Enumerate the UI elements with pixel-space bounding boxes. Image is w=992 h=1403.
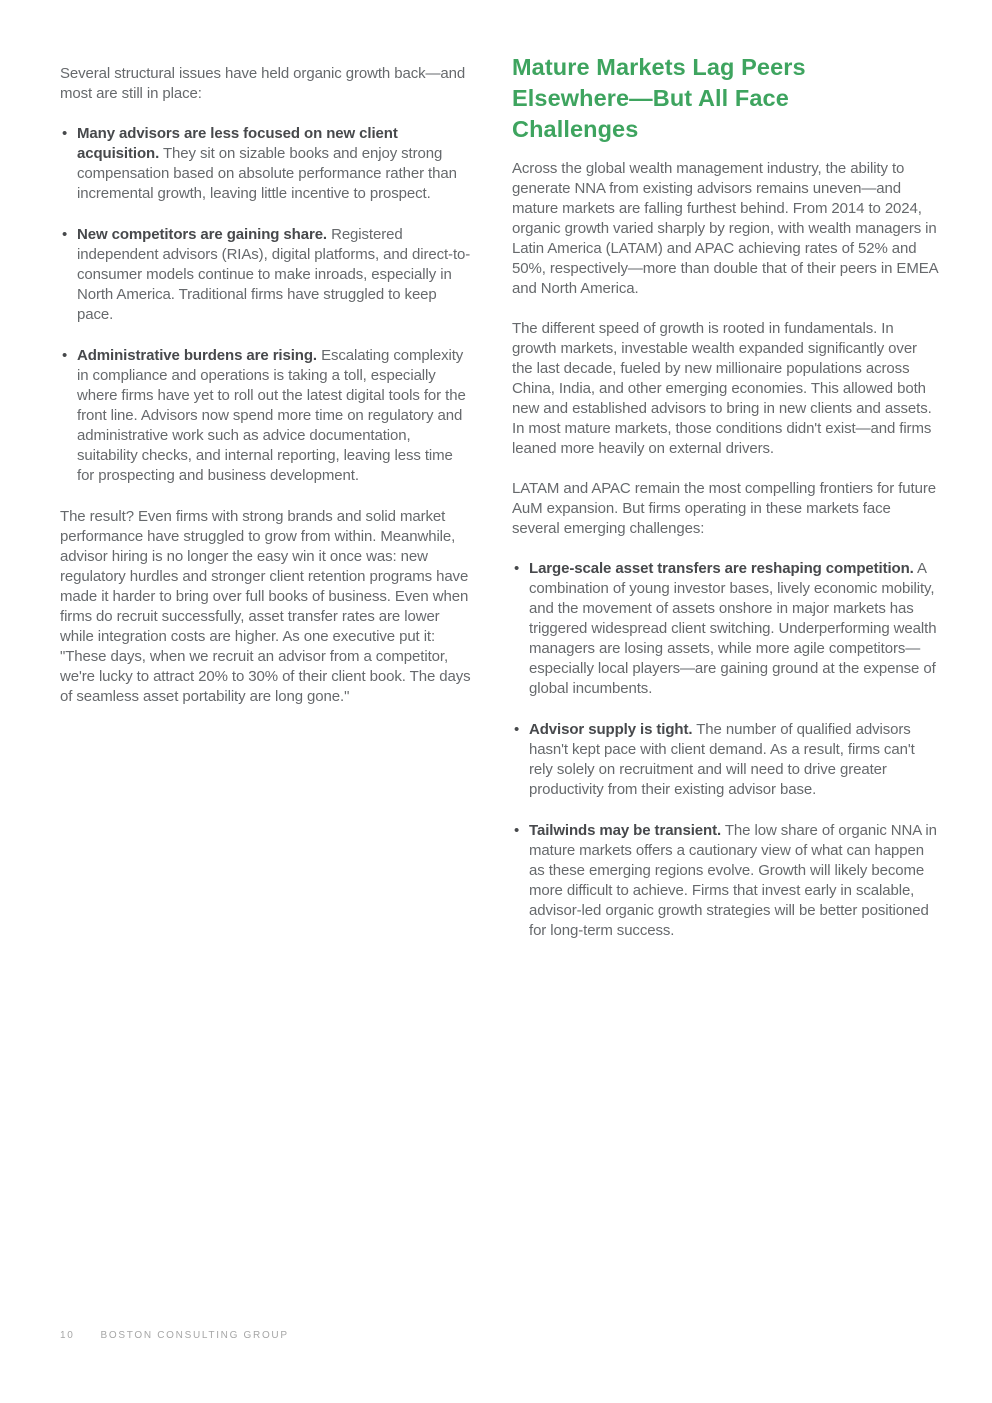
bullet-lead: New competitors are gaining share. — [77, 226, 328, 243]
bullet-text: The number of qualified advisors hasn't kept pace with client demand. As a result, firms can't rely solely on recruitment and will need to drive greater productivity from their existing advisor base. — [529, 721, 915, 798]
bullet-lead: Advisor supply is tight. — [529, 721, 693, 738]
closing-paragraph: The result? Even firms with strong brands and solid market performance have struggled to grow from within. Meanwhile, advisor hiring is no longer the easy win it once was: new regulatory hurdles and stronger client retention programs have made it harder to bring over full books of business. Even when firms do recruit successfully, asset transfer rates are lower while integration costs are higher. As one executive put it: "These days, when we recruit an advisor from a competitor, we're lucky to attract 20% to 30% of their client book. The days of seamless asset portability are long gone." — [60, 508, 471, 705]
bullet-item-admin-burdens — [60, 346, 474, 486]
bullet-text: Escalating complexity in compliance and operations is taking a toll, especially where firms have yet to roll out the latest digital tools for the front line. Advisors now spend more time on regulatory and administrative work such as advice documentation, suitability checks, and internal reporting, leaving less time for prospecting and business development. — [77, 347, 466, 484]
section-heading: Mature Markets Lag Peers Elsewhere—But All Face Challenges — [512, 54, 806, 142]
paragraph-fundamentals: The different speed of growth is rooted in fundamentals. In growth markets, investable wealth expanded significantly over the last decade, fueled by new millionaire populations across China, India, and other emerging economies. This allowed both new and established advisors to bring in new clients and assets. In most mature markets, those conditions didn't exist—and firms leaned more heavily on external drivers. — [512, 320, 932, 457]
page-footer — [60, 1330, 289, 1342]
bullet-text: Registered independent advisors (RIAs), digital platforms, and direct-to-consumer models continue to make inroads, especially in North America. Traditional firms have struggled to keep pace. — [77, 226, 471, 323]
bullet-item-tailwinds — [512, 821, 939, 941]
page-number: 10 — [60, 1330, 75, 1341]
bullet-lead: Administrative burdens are rising. — [77, 347, 317, 364]
bullet-item-asset-transfers — [512, 559, 939, 699]
right-bullet-list — [512, 559, 939, 941]
intro-paragraph: Several structural issues have held organic growth back—and most are still in place: — [60, 65, 466, 102]
bullet-text: The low share of organic NNA in mature markets offers a cautionary view of what can happen as these emerging regions evolve. Growth will likely become more difficult to achieve. Firms that invest early in scalable, advisor-led organic growth strategies will be better positioned for long-term success. — [529, 822, 937, 939]
left-column — [60, 64, 474, 727]
bullet-lead: Large-scale asset transfers are reshaping competition. — [529, 560, 914, 577]
bullet-item-advisors-focus — [60, 124, 474, 204]
right-column — [512, 52, 939, 962]
bullet-lead: Many advisors are less focused on new client acquisition. — [77, 125, 398, 162]
left-bullet-list — [60, 124, 474, 486]
bullet-lead: Tailwinds may be transient. — [529, 822, 722, 839]
paragraph-organic-growth: Across the global wealth management industry, the ability to generate NNA from existing advisors remains uneven—and mature markets are falling furthest behind. From 2014 to 2024, organic growth varied sharply by region, with wealth managers in Latin America (LATAM) and APAC achieving rates of 52% and 50%, respectively—more than double that of their peers in EMEA and North America. — [512, 160, 938, 297]
bullet-text: A combination of young investor bases, lively economic mobility, and the movement of assets onshore in major markets has triggered widespread client switching. Underperforming wealth managers are losing assets, while more agile competitors—especially local players—are gaining ground at the expense of global incumbents. — [529, 560, 937, 697]
brand-name: BOSTON CONSULTING GROUP — [100, 1330, 289, 1341]
bullet-item-new-competitors — [60, 225, 474, 325]
paragraph-frontiers: LATAM and APAC remain the most compelling frontiers for future AuM expansion. But firms operating in these markets face several emerging challenges: — [512, 480, 936, 537]
bullet-item-advisor-supply — [512, 720, 939, 800]
bullet-text: They sit on sizable books and enjoy strong compensation based on absolute performance rather than incremental growth, leaving little incentive to prospect. — [77, 145, 457, 202]
